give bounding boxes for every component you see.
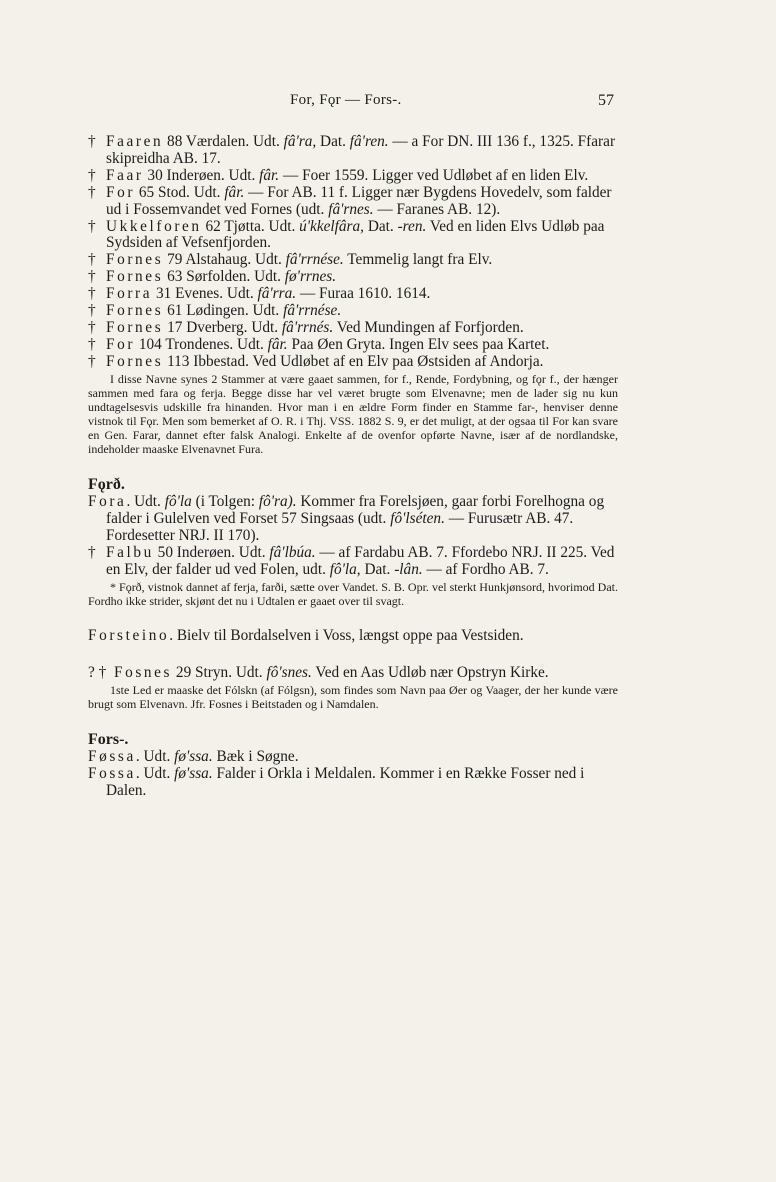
entry-item [88,494,618,545]
entry-item [88,354,618,371]
section-heading-fors: Fors-. [88,730,129,748]
text-segment: fâ'ren. [349,133,389,150]
entry-item [88,337,618,354]
footnote-for: I disse Navne synes 2 Stammer at være gaaet sammen, for f., Rende, Fordybning, og fǫr f., der hænger sammen med fara og ferja. Begge disse har vel været brugte som Elvenavne; men de lader sig nu kun undtagelsesvis udskille fra hinanden. Hvor man i en ældre Form finder en Stamme far-, henviser denne vistnok til Fǫr. Men som bemerket af O. R. i Thj. VSS. 1882 S. 9, er det muligt, at der ogsaa til For kan svare en Gen. Farar, dannet efter falsk Analogi. Enkelte af de ovenfor opførte Navne, især af de nordlandske, indeholder maaske Elvenavnet Fura. [88,371,618,457]
text-segment: fâ'ra, [283,133,317,150]
text-segment: 79 Alstahaug. Udt. [163,251,286,269]
entry-item [88,252,618,269]
text-segment: Temmelig langt fra Elv. [343,251,493,269]
page-number: 57 [598,92,614,109]
text-segment: fâr. [267,335,288,353]
entry-fosnes: ? † Fosnes 29 Stryn. Udt. fô'snes. Ved en Aas Udløb nær Opstryn Kirke. [88,663,549,681]
entry-item [88,766,618,800]
entry-list-fors [88,749,618,800]
entry-item [88,320,618,337]
text-segment: Dat. [364,217,398,235]
text-segment: — Furusætr AB. 47. Fordesetter NRJ. II 170). [106,510,574,545]
text-segment: ú'kkelfâra, [299,217,364,235]
entry-name: Forra [106,285,153,303]
entry-name: Fosnes [114,663,173,681]
dagger-mark: † [88,217,96,235]
text-segment: 104 Trondenes. Udt. [135,335,268,353]
text-segment: 17 Dverberg. Udt. [163,318,282,336]
text-segment: 63 Sørfolden. Udt. [163,268,285,286]
text-segment: Dat. [316,133,350,150]
entry-name: For [106,183,136,201]
entry-name: Føssa [88,747,136,765]
entry-item [88,545,618,579]
text-segment: fô'lséten. [390,510,445,528]
text-segment: . Udt. [135,747,175,765]
text-segment: 62 Tjøtta. Udt. [201,217,300,235]
text-segment: Ved en liden Elvs Udløb paa Sydsiden af Vefsenfjorden. [106,217,605,252]
text-segment: fâr. [259,166,280,184]
entry-name: Ukkelforen [106,217,202,235]
text-segment: . Udt. [135,764,175,782]
entry-name: For [106,335,136,353]
text-segment: fâ'rrnés. [281,318,334,336]
entry-item [88,749,618,766]
text-segment: fâ'rrnése. [285,251,344,269]
main-text [88,134,618,800]
text-segment: 61 Lødingen. Udt. [163,302,284,320]
entry-item [88,185,618,219]
text-segment: 30 Inderøen. Udt. [143,166,260,184]
text-segment: Falder i Orkla i Meldalen. Kommer i en Række Fosser ned i Dalen. [106,764,585,799]
dagger-mark: † [88,133,96,150]
text-segment: Ved Mundingen af Forfjorden. [333,318,524,336]
dagger-mark: † [88,166,96,184]
text-segment: 31 Evenes. Udt. [152,285,258,303]
entry-name: Falbu [106,543,154,561]
entry-name: Fossa [88,764,136,782]
dagger-mark: † [88,268,96,286]
text-segment: -lân. [394,560,423,578]
text-segment: — Foer 1559. Ligger ved Udløbet af en liden Elv. [279,166,589,184]
footnote-fosnes: 1ste Led er maaske det Fólskn (af Fólgsn), som findes som Navn paa Øer og Vaager, der her kunde være brugt som Elvenavn. Jfr. Fosnes i Beitstaden og i Namdalen. [88,682,618,711]
entry-name: Fornes [106,268,164,286]
dagger-mark: † [88,543,96,561]
running-title: For, Fǫr — Fors-. [290,92,402,108]
entry-item [88,219,618,253]
dagger-mark: † [88,251,96,269]
entry-name: Fora [88,493,127,511]
text-segment: fô'la [164,493,192,511]
text-segment: fâ'rnes. [328,200,374,218]
text-segment: 113 Ibbestad. Ved Udløbet af en Elv paa Østsiden af Andorja. [163,352,544,370]
text-segment: 65 Stod. Udt. [135,183,225,201]
text-segment: — For AB. 11 f. Ligger nær Bygdens Hovedelv, som falder ud i Fossemvandet ved Fornes (udt. [106,183,612,218]
entry-name: Fornes [106,318,164,336]
text-segment: Kommer fra Forelsjøen, gaar forbi Forelhogna og falder i Gulelven ved Forset 57 Singsaas (udt. [106,493,605,528]
text-segment: fø'ssa. [174,764,213,782]
text-segment: fâ'lbúa. [269,543,316,561]
entry-list-ford [88,494,618,579]
entry-name: Fornes [106,251,164,269]
dagger-mark: † [88,183,96,201]
text-segment: 88 Værdalen. Udt. [163,133,284,150]
text-segment: 50 Inderøen. Udt. [153,543,270,561]
entry-item [88,269,618,286]
text-segment: fø'rrnes. [284,268,337,286]
dagger-mark: † [88,335,96,353]
text-segment: fâr. [224,183,245,201]
text-segment: Paa Øen Gryta. Ingen Elv sees paa Kartet. [287,335,550,353]
entry-name: Faaren [106,133,164,150]
text-segment: — af Fordho AB. 7. [422,560,549,578]
entry-name: Fornes [106,302,164,320]
entry-item [88,134,618,168]
text-segment: fô'ra). [258,493,297,511]
entry-name: Faar [106,166,144,184]
text-segment: (i Tolgen: [191,493,259,511]
text-segment: Dat. [360,560,395,578]
section-heading-ford: Fǫrð. [88,476,125,494]
text-segment: fô'la, [329,560,361,578]
entry-item [88,286,618,303]
text-segment: . Udt. [126,493,165,511]
text-segment: fø'ssa. [174,747,213,765]
text-segment: fâ'rra. [257,285,297,303]
dagger-mark: † [88,285,96,303]
footnote-ford: * Fǫrð, vistnok dannet af ferja, farði, sætte over Vandet. S. B. Opr. vel sterkt Hunkjønsord, hvorimod Dat. Fordho ikke strider, skjønt det nu i Udtalen er gaaet over til svagt. [88,579,618,608]
dagger-mark: † [88,302,96,320]
text-segment: — af Fardabu AB. 7. Ffordebo NRJ. II 225. Ved en Elv, der falder ud ved Folen, udt. [106,543,615,578]
text-segment: Bæk i Søgne. [212,747,299,765]
text-segment: — a For DN. III 136 f., 1325. Ffarar skipreidha AB. 17. [106,133,616,167]
entry-forsteino: Forsteino. Bielv til Bordalselven i Voss, længst oppe paa Vestsiden. [88,626,524,644]
text-segment: fâ'rrnése. [283,302,342,320]
dagger-mark: ? † [88,663,107,681]
entry-name: Forsteino [88,626,170,644]
text-segment: -ren. [397,217,427,235]
entry-item [88,303,618,320]
dagger-mark: † [88,352,96,370]
entry-item [88,168,618,185]
entry-name: Fornes [106,352,164,370]
entry-list-for [88,134,618,371]
dagger-mark: † [88,318,96,336]
text-segment: — Furaa 1610. 1614. [296,285,431,303]
page-header [0,92,776,112]
text-segment: — Faranes AB. 12). [373,200,501,218]
